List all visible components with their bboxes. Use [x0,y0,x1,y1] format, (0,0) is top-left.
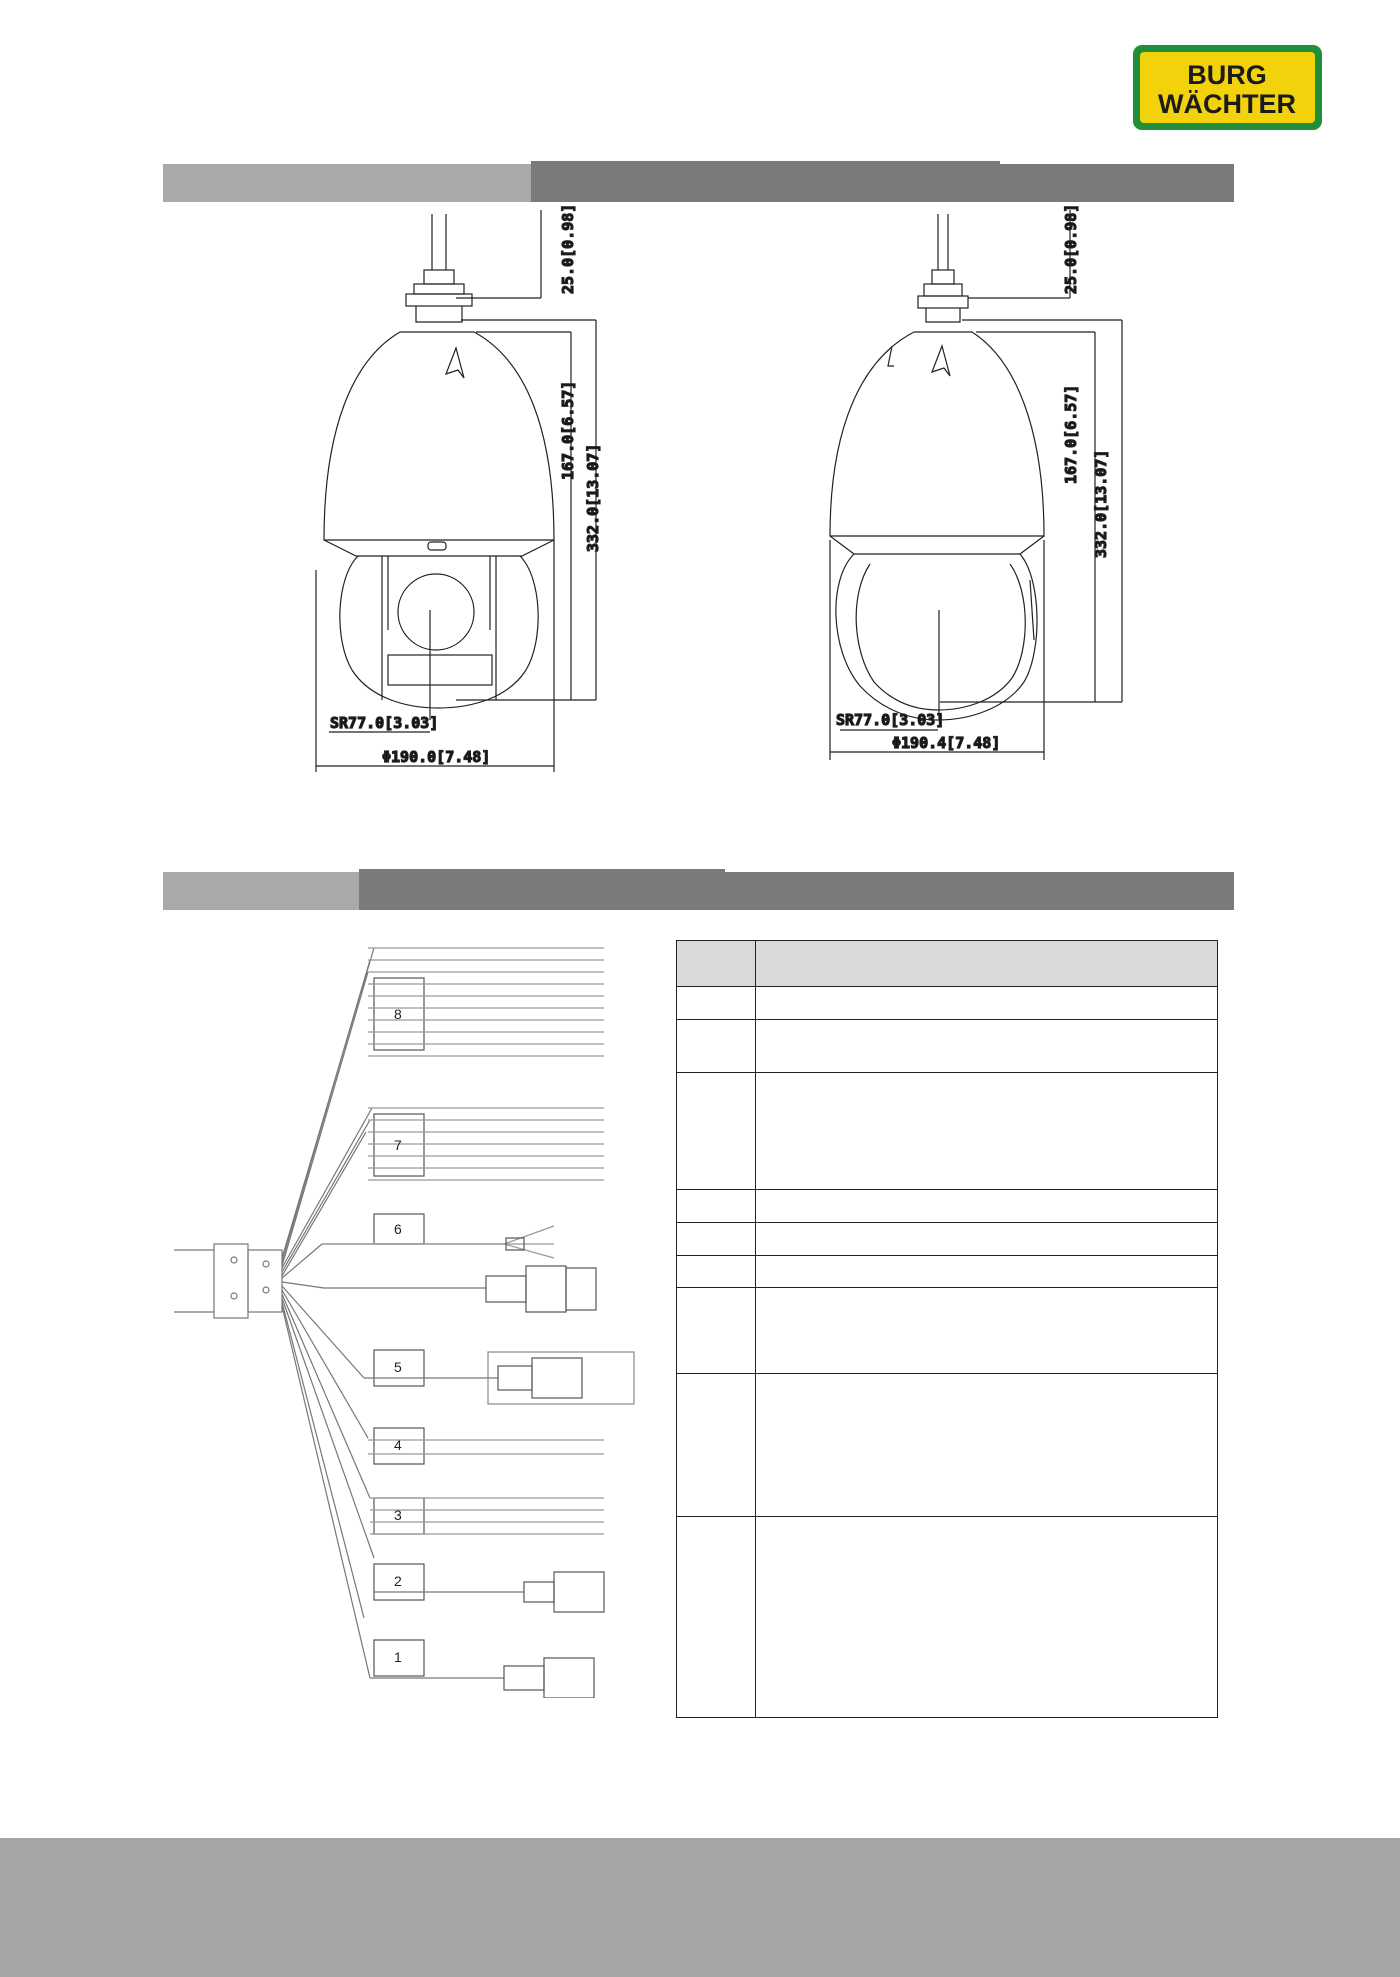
dim-diameter: Φ190.0[7.48] [382,748,491,766]
dim-cable-height: 25.0[0.98] [1062,203,1080,294]
cable-label-3: 3 [394,1507,402,1523]
dim-total-height: 332.0[13.07] [584,443,602,552]
table-header-cell [677,941,756,987]
table-row [677,1072,1218,1190]
table-row [677,1516,1218,1717]
page-footer-band [0,1838,1400,1977]
section-header-bar-cables [163,872,1234,910]
cable-label-4: 4 [394,1437,402,1453]
cable-label-1: 1 [394,1649,402,1665]
cable-label-5: 5 [394,1359,402,1375]
cable-label-7: 7 [394,1137,402,1153]
dim-diameter: Φ190.4[7.48] [892,734,1001,752]
dim-cable-height: 25.0[0.98] [559,203,577,294]
table-header-cell [756,941,1218,987]
svg-text:WÄCHTER: WÄCHTER [1158,89,1296,119]
dim-dome-height: 167.0[6.57] [559,380,577,480]
camera-dimension-drawing-side [810,200,1140,780]
cable-label-8: 8 [394,1006,402,1022]
table-row [677,1374,1218,1517]
cable-wiring-diagram [174,938,654,1698]
dim-sphere-radius: SR77.0[3.03] [330,714,439,732]
table-row [677,1020,1218,1072]
table-row [677,987,1218,1020]
table-row [677,1255,1218,1287]
dim-total-height: 332.0[13.07] [1092,449,1110,558]
dim-sphere-radius: SR77.0[3.03] [836,711,945,729]
section-header-bar-dimensions [163,164,1234,202]
table-row [677,1223,1218,1255]
table-header-row [677,941,1218,987]
svg-text:BURG: BURG [1187,60,1267,90]
cable-label-6: 6 [394,1221,402,1237]
camera-dimension-drawing-front [296,200,626,780]
cable-label-2: 2 [394,1573,402,1589]
table-row [677,1287,1218,1373]
cable-description-table [676,940,1218,1718]
table-row [677,1190,1218,1223]
brand-logo [1132,44,1323,131]
dim-dome-height: 167.0[6.57] [1062,384,1080,484]
